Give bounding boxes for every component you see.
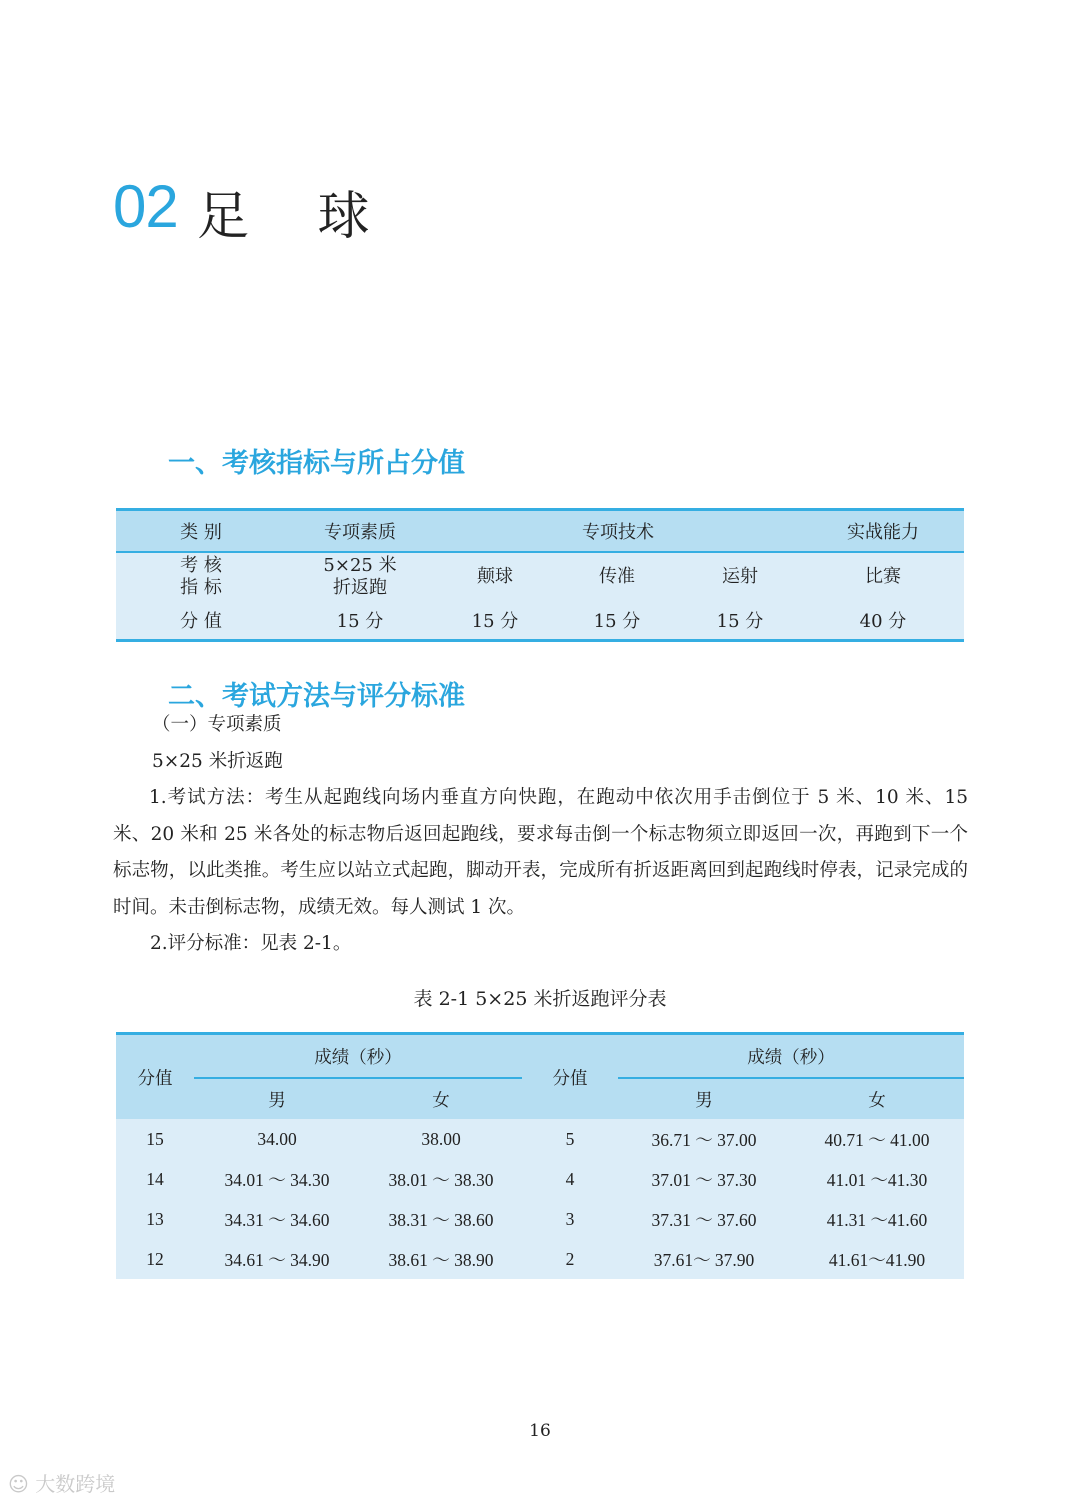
header-technique: 专项技术 <box>434 510 802 553</box>
table-row <box>116 1119 964 1159</box>
cell-female: 41.01 ～41.30 <box>790 1159 964 1199</box>
watermark-logo-icon: ☺ <box>8 1472 29 1496</box>
cell-female: 40.71 ～ 41.00 <box>790 1119 964 1159</box>
cell-male: 34.31 ～ 34.60 <box>194 1199 360 1239</box>
male-col-header: 男 <box>618 1078 790 1119</box>
indicator-row <box>116 552 964 601</box>
score-match: 40 分 <box>802 601 964 641</box>
cell-score: 14 <box>116 1159 194 1199</box>
cell-female: 38.61 ～ 38.90 <box>360 1239 522 1279</box>
cell-male: 37.31 ～ 37.60 <box>618 1199 790 1239</box>
watermark-text: 大数跨境 <box>35 1472 116 1496</box>
section-heading-methods: 二、考试方法与评分标准 <box>168 681 465 712</box>
result-col-header: 成绩（秒） <box>618 1034 964 1079</box>
cell-score: 2 <box>522 1239 618 1279</box>
header-quality: 专项素质 <box>286 510 434 553</box>
cell-male: 34.00 <box>194 1119 360 1159</box>
header-category: 类 别 <box>116 510 286 553</box>
table-row <box>116 1159 964 1199</box>
score-juggling: 15 分 <box>434 601 556 641</box>
cell-male: 36.71 ～ 37.00 <box>618 1119 790 1159</box>
score-passing: 15 分 <box>556 601 678 641</box>
indicator-match: 比赛 <box>802 552 964 601</box>
cell-male: 37.61～ 37.90 <box>618 1239 790 1279</box>
header-combat: 实战能力 <box>802 510 964 553</box>
result-col-header: 成绩（秒） <box>194 1034 522 1079</box>
female-col-header: 女 <box>790 1078 964 1119</box>
cell-male: 34.61 ～ 34.90 <box>194 1239 360 1279</box>
cell-female: 41.61～41.90 <box>790 1239 964 1279</box>
cell-female: 38.01 ～ 38.30 <box>360 1159 522 1199</box>
subheading: （一）专项素质 <box>152 714 282 735</box>
score-shuttle: 15 分 <box>286 601 434 641</box>
cell-female: 38.00 <box>360 1119 522 1159</box>
item-title: 5×25 米折返跑 <box>152 751 283 772</box>
score-label: 分 值 <box>116 601 286 641</box>
score-shooting: 15 分 <box>678 601 802 641</box>
cell-score: 13 <box>116 1199 194 1239</box>
cell-male: 37.01 ～ 37.30 <box>618 1159 790 1199</box>
indicator-label: 考 核 指 标 <box>116 552 286 601</box>
score-col-header: 分值 <box>116 1034 194 1120</box>
score-table-header <box>116 1034 964 1079</box>
chapter-number: 02 <box>113 173 178 240</box>
indicator-passing: 传准 <box>556 552 678 601</box>
cell-female: 38.31 ～ 38.60 <box>360 1199 522 1239</box>
score-table <box>116 1032 964 1279</box>
male-col-header: 男 <box>194 1078 360 1119</box>
chapter-name: 足 球 <box>197 187 396 247</box>
section-heading-indicators: 一、考核指标与所占分值 <box>168 448 465 479</box>
indicator-table-header <box>116 510 964 553</box>
cell-score: 3 <box>522 1199 618 1239</box>
cell-score: 5 <box>522 1119 618 1159</box>
page-number: 16 <box>529 1421 551 1441</box>
table-caption: 表 2-1 5×25 米折返跑评分表 <box>413 988 667 1010</box>
indicator-shooting: 运射 <box>678 552 802 601</box>
method-paragraph: 1.考试方法：考生从起跑线向场内垂直方向快跑，在跑动中依次用手击倒位于 5 米、10 米、15 米、20 米和 25 米各处的标志物后返回起跑线，要求每击倒一个标志物须立即返回一次，再跑到下一个标志物，以此类推。考生应以站立式起跑，脚动开表，完成所有折返距离回到起跑线时停表，记录完成的时间。未击倒标志物，成绩无效。每人测试 1 次。 <box>113 787 968 918</box>
cell-female: 41.31 ～41.60 <box>790 1199 964 1239</box>
female-col-header: 女 <box>360 1078 522 1119</box>
cell-score: 15 <box>116 1119 194 1159</box>
score-col-header: 分值 <box>522 1034 618 1120</box>
score-row <box>116 601 964 641</box>
indicator-table <box>116 508 964 642</box>
table-row <box>116 1199 964 1239</box>
indicator-shuttle: 5×25 米 折返跑 <box>286 552 434 601</box>
standard-paragraph: 2.评分标准：见表 2-1。 <box>150 933 352 954</box>
table-row <box>116 1239 964 1279</box>
cell-male: 34.01 ～ 34.30 <box>194 1159 360 1199</box>
watermark <box>8 1468 115 1497</box>
cell-score: 4 <box>522 1159 618 1199</box>
cell-score: 12 <box>116 1239 194 1279</box>
indicator-juggling: 颠球 <box>434 552 556 601</box>
